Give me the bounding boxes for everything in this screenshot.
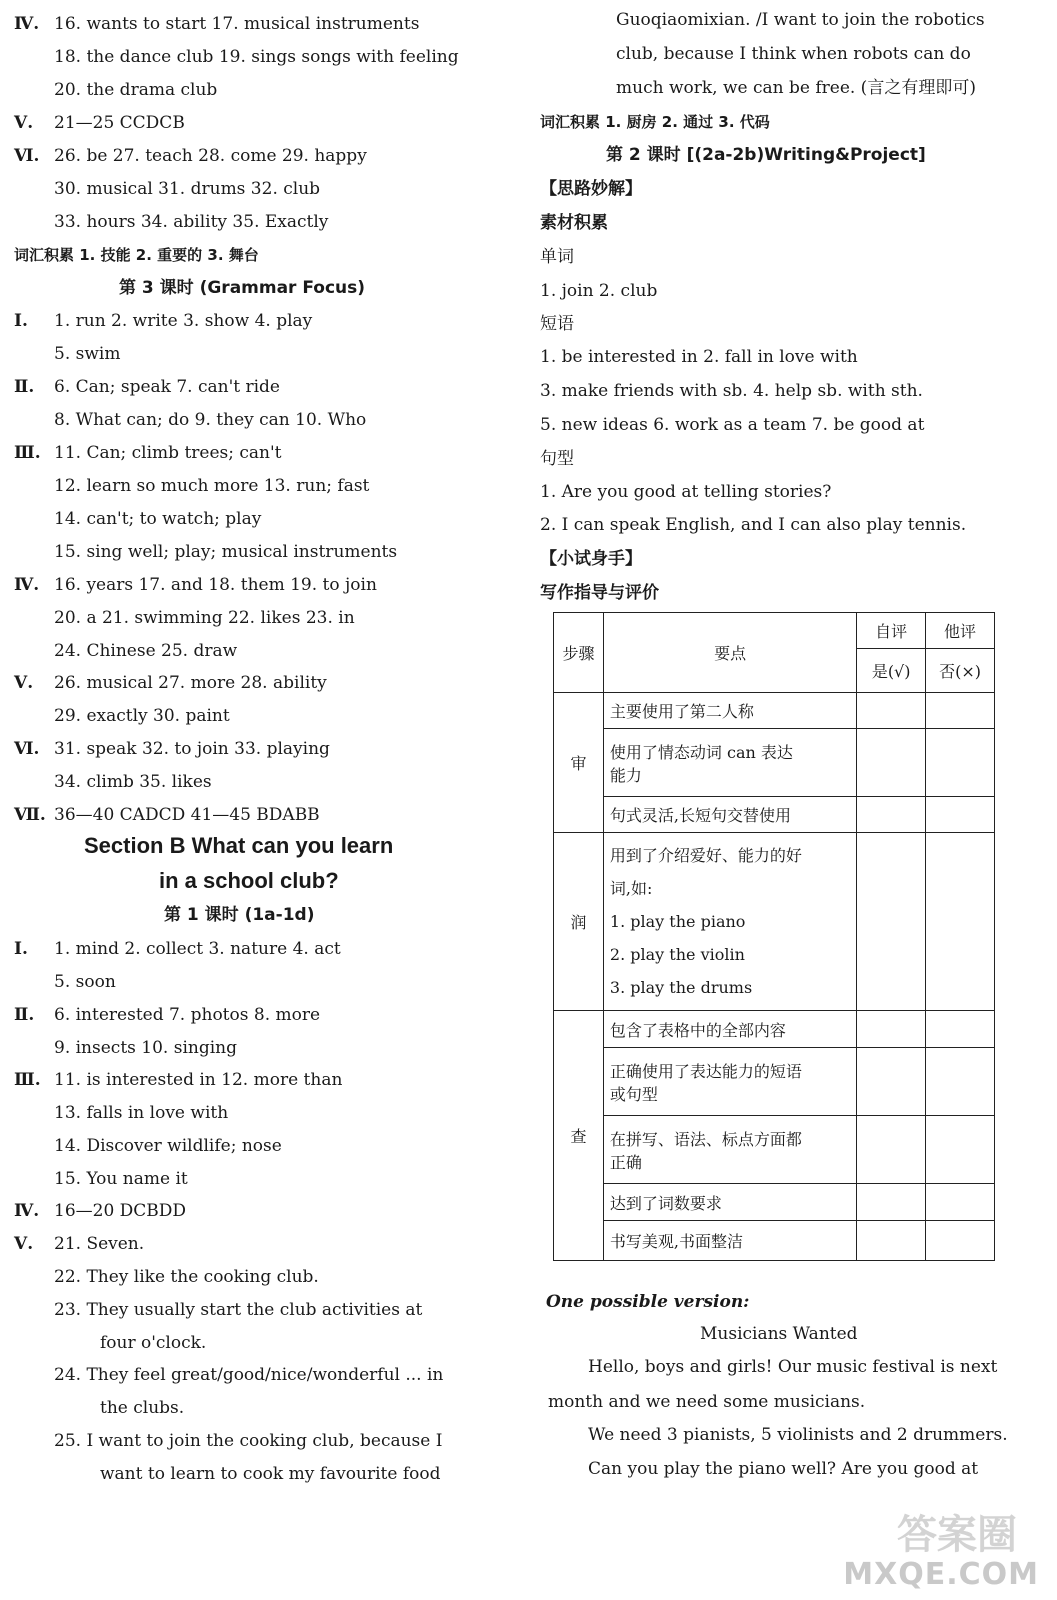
section-label: 句型	[540, 449, 574, 469]
roman-numeral: Ⅲ.	[14, 1070, 41, 1090]
header-step: 步骤	[554, 613, 604, 693]
answer-line: 13. falls in love with	[54, 1103, 229, 1123]
answer-line: 5. swim	[54, 344, 121, 364]
answer-line: the clubs.	[100, 1398, 185, 1418]
answer-line: 1. run 2. write 3. show 4. play	[54, 311, 313, 331]
roman-numeral: Ⅴ.	[14, 1234, 34, 1254]
answer-line: four o'clock.	[100, 1333, 207, 1353]
answer-line: club, because I think when robots can do	[616, 44, 971, 64]
answer-line: Guoqiaomixian. /I want to join the robotics	[616, 10, 985, 30]
answer-line: 6. interested 7. photos 8. more	[54, 1005, 321, 1025]
essay-paragraph: Hello, boys and girls! Our music festival is next	[588, 1357, 998, 1377]
section-label: 写作指导与评价	[540, 583, 659, 603]
table-row: 使用了情态动词 can 表达 能力	[603, 729, 856, 797]
answer-line: 15. You name it	[54, 1169, 188, 1189]
answer-line: 11. is interested in 12. more than	[54, 1070, 343, 1090]
answer-line: 5. new ideas 6. work as a team 7. be good at	[540, 415, 925, 435]
roman-numeral: Ⅳ.	[14, 575, 40, 595]
answer-line: 26. be 27. teach 28. come 29. happy	[54, 146, 367, 166]
essay-paragraph: Can you play the piano well? Are you good at	[588, 1459, 979, 1479]
group-label: 查	[554, 1011, 604, 1261]
watermark-text: MXQE.COM	[843, 1557, 1039, 1592]
section-label: 短语	[540, 314, 574, 334]
roman-numeral: Ⅵ.	[14, 146, 40, 166]
answer-line: 23. They usually start the club activities at	[54, 1300, 423, 1320]
answer-line: 14. Discover wildlife; nose	[54, 1136, 282, 1156]
group-label: 审	[554, 693, 604, 833]
answer-line: 9. insects 10. singing	[54, 1038, 237, 1058]
header-self: 自评	[857, 613, 926, 649]
answer-line: 16—20 DCBDD	[54, 1201, 187, 1221]
section-label: 【思路妙解】	[540, 179, 642, 199]
essay-label: One possible version:	[546, 1292, 750, 1312]
answer-line: 22. They like the cooking club.	[54, 1267, 319, 1287]
answer-line: 16. wants to start 17. musical instruments	[54, 14, 420, 34]
header-no: 否(×)	[926, 649, 995, 693]
answer-line: 36—40 CADCD 41—45 BDABB	[54, 805, 320, 825]
table-row: 书写美观,书面整洁	[603, 1221, 856, 1261]
watermark-logo: 答案圈	[897, 1512, 1017, 1558]
vocab-accumulation: 词汇积累 1. 厨房 2. 通过 3. 代码	[540, 113, 770, 131]
section-title: in a school club?	[159, 868, 339, 893]
answer-line: 1. mind 2. collect 3. nature 4. act	[54, 939, 341, 959]
answer-line: much work, we can be free. (言之有理即可)	[616, 78, 976, 98]
answer-line: 5. soon	[54, 972, 116, 992]
roman-numeral: Ⅴ.	[14, 113, 34, 133]
lesson-heading: 第 2 课时 [(2a-2b)Writing&Project]	[606, 145, 926, 165]
roman-numeral: Ⅱ.	[14, 1005, 35, 1025]
roman-numeral: Ⅰ.	[14, 311, 28, 331]
header-yes: 是(√)	[857, 649, 926, 693]
essay-paragraph: month and we need some musicians.	[548, 1392, 866, 1412]
answer-line: 30. musical 31. drums 32. club	[54, 179, 321, 199]
answer-line: 31. speak 32. to join 33. playing	[54, 739, 330, 759]
roman-numeral: Ⅲ.	[14, 443, 41, 463]
roman-numeral: Ⅴ.	[14, 673, 34, 693]
section-label: 单词	[540, 247, 574, 267]
answer-line: 24. They feel great/good/nice/wonderful ... in	[54, 1365, 444, 1385]
answer-line: 12. learn so much more 13. run; fast	[54, 476, 370, 496]
lesson-heading: 第 1 课时 (1a-1d)	[164, 905, 315, 925]
roman-numeral: Ⅱ.	[14, 377, 35, 397]
answer-line: 33. hours 34. ability 35. Exactly	[54, 212, 329, 232]
answer-line: 25. I want to join the cooking club, because I	[54, 1431, 443, 1451]
answer-line: 21—25 CCDCB	[54, 113, 185, 133]
roman-numeral: Ⅶ.	[14, 805, 46, 825]
essay-paragraph: We need 3 pianists, 5 violinists and 2 drummers.	[588, 1425, 1008, 1445]
table-row: 主要使用了第二人称	[603, 693, 856, 729]
vocab-accumulation: 词汇积累 1. 技能 2. 重要的 3. 舞台	[14, 246, 259, 264]
table-row: 句式灵活,长短句交替使用	[603, 797, 856, 833]
answer-line: 18. the dance club 19. sings songs with feeling	[54, 47, 459, 67]
answer-line: 24. Chinese 25. draw	[54, 641, 238, 661]
answer-line: 16. years 17. and 18. them 19. to join	[54, 575, 377, 595]
answer-line: 34. climb 35. likes	[54, 772, 212, 792]
header-other: 他评	[926, 613, 995, 649]
answer-line: 6. Can; speak 7. can't ride	[54, 377, 280, 397]
answer-line: 1. join 2. club	[540, 281, 658, 301]
evaluation-table	[553, 612, 995, 1261]
group-label: 润	[554, 833, 604, 1011]
answer-line: want to learn to cook my favourite food	[100, 1464, 441, 1484]
table-row: 包含了表格中的全部内容	[603, 1011, 856, 1048]
header-point: 要点	[603, 613, 856, 693]
table-row: 正确使用了表达能力的短语 或句型	[603, 1048, 856, 1116]
answer-line: 8. What can; do 9. they can 10. Who	[54, 410, 367, 430]
roman-numeral: Ⅳ.	[14, 1201, 40, 1221]
roman-numeral: Ⅳ.	[14, 14, 40, 34]
section-label: 素材积累	[540, 213, 608, 233]
answer-line: 20. the drama club	[54, 80, 218, 100]
answer-line: 15. sing well; play; musical instruments	[54, 542, 398, 562]
answer-line: 1. Are you good at telling stories?	[540, 482, 832, 502]
answer-line: 11. Can; climb trees; can't	[54, 443, 282, 463]
section-title: Section B What can you learn	[84, 833, 394, 858]
roman-numeral: Ⅵ.	[14, 739, 40, 759]
section-label: 【小试身手】	[540, 549, 642, 569]
answer-line: 3. make friends with sb. 4. help sb. with sth.	[540, 381, 923, 401]
table-row: 用到了介绍爱好、能力的好 词,如: 1. play the piano 2. play the violin 3. play the drums	[603, 833, 856, 1011]
answer-line: 2. I can speak English, and I can also play tennis.	[540, 515, 967, 535]
answer-line: 21. Seven.	[54, 1234, 145, 1254]
answer-line: 1. be interested in 2. fall in love with	[540, 347, 858, 367]
answer-line: 14. can't; to watch; play	[54, 509, 262, 529]
answer-line: 20. a 21. swimming 22. likes 23. in	[54, 608, 355, 628]
table-row: 在拼写、语法、标点方面都 正确	[603, 1116, 856, 1184]
table-row: 达到了词数要求	[603, 1184, 856, 1221]
essay-title: Musicians Wanted	[700, 1324, 858, 1344]
roman-numeral: Ⅰ.	[14, 939, 28, 959]
answer-line: 26. musical 27. more 28. ability	[54, 673, 327, 693]
lesson-heading: 第 3 课时 (Grammar Focus)	[119, 278, 366, 298]
answer-line: 29. exactly 30. paint	[54, 706, 230, 726]
